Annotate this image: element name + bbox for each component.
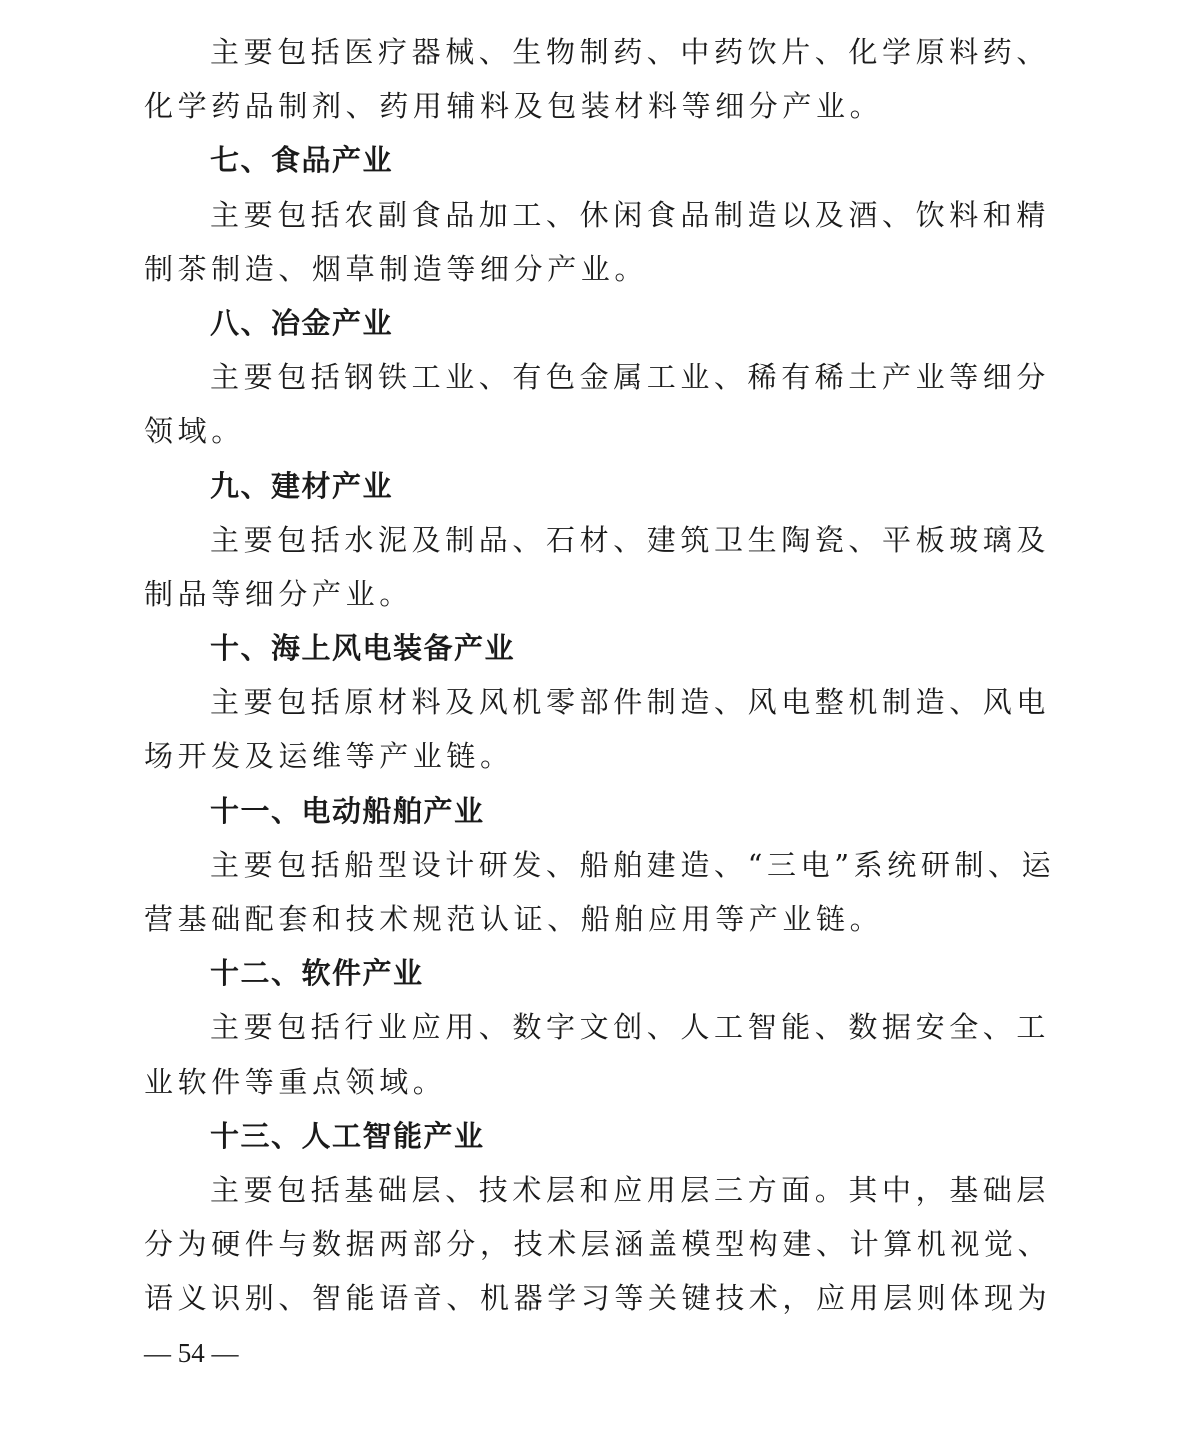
paragraph-line: 营基础配套和技术规范认证、船舶应用等产业链。 — [144, 902, 884, 936]
section-heading: 十三、人工智能产业 — [210, 1118, 485, 1153]
section-heading: 七、食品产业 — [210, 143, 394, 178]
paragraph-line: 业软件等重点领域。 — [144, 1064, 447, 1099]
paragraph-line: 主要包括医疗器械、生物制药、中药饮片、化学原料药、 — [210, 35, 1051, 69]
section-heading: 九、建材产业 — [210, 468, 394, 503]
section-heading: 十二、软件产业 — [210, 956, 424, 991]
document-body — [144, 25, 1056, 1326]
paragraph-line: 主要包括钢铁工业、有色金属工业、稀有稀土产业等细分 — [210, 360, 1051, 395]
section-heading: 十一、电动船舶产业 — [210, 793, 485, 828]
paragraph-line: 主要包括农副食品加工、休闲食品制造以及酒、饮料和精 — [210, 197, 1051, 232]
paragraph-line: 语义识别、智能语音、机器学习等关键技术，应用层则体现为 — [144, 1281, 1052, 1316]
paragraph-line: 主要包括基础层、技术层和应用层三方面。其中，基础层 — [210, 1172, 1051, 1207]
paragraph-line: 分为硬件与数据两部分，技术层涵盖模型构建、计算机视觉、 — [144, 1227, 1052, 1262]
paragraph-line: 主要包括水泥及制品、石材、建筑卫生陶瓷、平板玻璃及 — [210, 522, 1051, 557]
paragraph-line: 主要包括原材料及风机零部件制造、风电整机制造、风电 — [210, 685, 1051, 720]
paragraph-line: 制品等细分产业。 — [144, 576, 413, 611]
paragraph-line: 化学药品制剂、药用辅料及包装材料等细分产业。 — [144, 89, 884, 124]
paragraph-line: 场开发及运维等产业链。 — [144, 739, 514, 774]
paragraph-line: 主要包括行业应用、数字文创、人工智能、数据安全、工 — [210, 1010, 1051, 1045]
section-heading: 八、冶金产业 — [210, 305, 394, 340]
section-heading: 十、海上风电装备产业 — [210, 631, 516, 666]
paragraph-line: 主要包括船型设计研发、船舶建造、“三电”系统研制、运 — [210, 847, 1056, 882]
paragraph-line: 制茶制造、烟草制造等细分产业。 — [144, 251, 649, 286]
paragraph-line: 领域。 — [144, 414, 245, 449]
page-number: — 54 — — [144, 1338, 239, 1368]
